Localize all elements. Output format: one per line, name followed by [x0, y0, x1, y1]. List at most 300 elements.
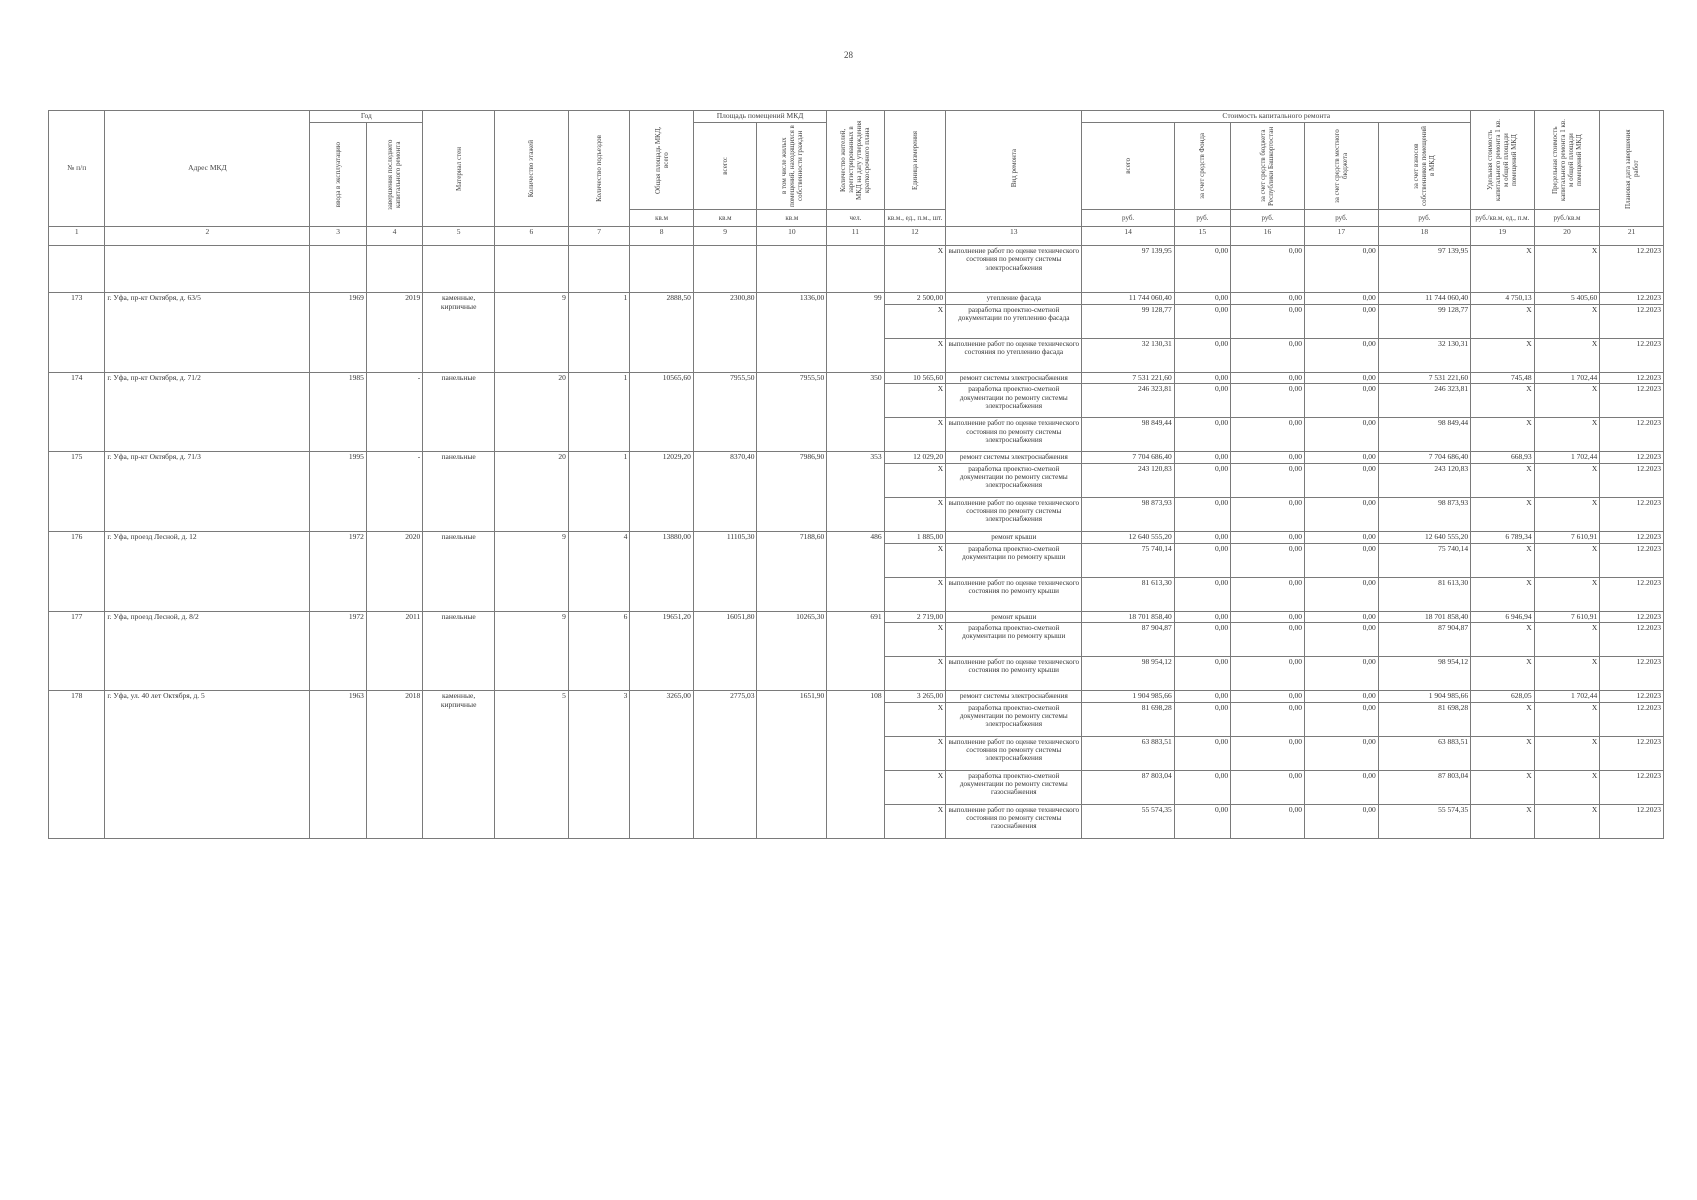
planned-date: 12.2023	[1600, 577, 1664, 611]
header-year-last-repair: завершения последнего капитального ремонта	[366, 123, 422, 227]
max-cost: X	[1534, 623, 1600, 657]
cost-fund: 0,00	[1174, 246, 1230, 293]
unit-residents: чел.	[827, 210, 884, 227]
header-repair-type: Вид ремонта	[946, 111, 1082, 227]
repair-type: выполнение работ по оценке технического состояния по ремонту системы электроснабжения	[946, 736, 1082, 770]
cost-fund: 0,00	[1174, 736, 1230, 770]
premises-residential: 7986,90	[757, 452, 827, 532]
specific-cost: 6 789,34	[1471, 531, 1535, 543]
planned-date: 12.2023	[1600, 623, 1664, 657]
unit-max-cost: руб./кв.м	[1534, 210, 1600, 227]
cost-fund: 0,00	[1174, 531, 1230, 543]
header-residents: Количество жителей, зарегистрированных в МКД на дату утверждения краткосрочного плана	[827, 111, 884, 210]
column-number: 4	[366, 227, 422, 246]
cost-fund: 0,00	[1174, 384, 1230, 418]
residents: 99	[827, 293, 884, 373]
unit-premises-all: кв.м	[693, 210, 757, 227]
empty-cell	[423, 246, 495, 293]
house-number: 173	[49, 293, 105, 373]
specific-cost: 745,48	[1471, 372, 1535, 384]
header-cost-rb: за счет средств бюджета Республики Башкортостан	[1231, 123, 1305, 210]
floors: 9	[495, 611, 569, 691]
repair-plan-table	[48, 110, 1664, 839]
unit-value: 1 885,00	[884, 531, 946, 543]
premises-residential: 7188,60	[757, 531, 827, 611]
max-cost: X	[1534, 577, 1600, 611]
cost-rb: 0,00	[1231, 543, 1305, 577]
column-number: 9	[693, 227, 757, 246]
cost-fund: 0,00	[1174, 418, 1230, 452]
unit-cost-owners: руб.	[1378, 210, 1470, 227]
planned-date: 12.2023	[1600, 418, 1664, 452]
max-cost: 7 610,91	[1534, 611, 1600, 623]
empty-cell	[310, 246, 366, 293]
cost-owners: 7 704 686,40	[1378, 452, 1470, 464]
premises-all: 11105,30	[693, 531, 757, 611]
column-number: 2	[105, 227, 310, 246]
cost-rb: 0,00	[1231, 611, 1305, 623]
cost-owners: 1 904 985,66	[1378, 691, 1470, 703]
total-area: 12029,20	[630, 452, 694, 532]
repair-type: выполнение работ по оценке технического состояния по ремонту системы электроснабжения	[946, 418, 1082, 452]
year-last-repair: 2019	[366, 293, 422, 373]
specific-cost: X	[1471, 418, 1535, 452]
entrances: 1	[568, 372, 630, 452]
cost-owners: 98 873,93	[1378, 497, 1470, 531]
cost-total: 99 128,77	[1082, 304, 1174, 338]
specific-cost: X	[1471, 463, 1535, 497]
cost-owners: 7 531 221,60	[1378, 372, 1470, 384]
planned-date: 12.2023	[1600, 246, 1664, 293]
repair-type: выполнение работ по оценке технического состояния по ремонту системы электроснабжения	[946, 497, 1082, 531]
unit-value: 2 719,00	[884, 611, 946, 623]
residents: 691	[827, 611, 884, 691]
cost-local: 0,00	[1304, 611, 1378, 623]
floors: 9	[495, 531, 569, 611]
residents: 350	[827, 372, 884, 452]
planned-date: 12.2023	[1600, 804, 1664, 838]
cost-local: 0,00	[1304, 246, 1378, 293]
premises-residential: 1651,90	[757, 691, 827, 839]
cost-fund: 0,00	[1174, 804, 1230, 838]
empty-cell	[366, 246, 422, 293]
year-last-repair: 2011	[366, 611, 422, 691]
year-last-repair: 2018	[366, 691, 422, 839]
cost-total: 63 883,51	[1082, 736, 1174, 770]
unit-value: 3 265,00	[884, 691, 946, 703]
cost-owners: 97 139,95	[1378, 246, 1470, 293]
table-row	[49, 372, 1664, 384]
repair-type: ремонт системы электроснабжения	[946, 691, 1082, 703]
table-row	[49, 611, 1664, 623]
cost-local: 0,00	[1304, 543, 1378, 577]
cost-rb: 0,00	[1231, 463, 1305, 497]
cost-fund: 0,00	[1174, 657, 1230, 691]
max-cost: 1 702,44	[1534, 452, 1600, 464]
specific-cost: X	[1471, 497, 1535, 531]
repair-type: разработка проектно-сметной документации по ремонту крыши	[946, 623, 1082, 657]
cost-fund: 0,00	[1174, 577, 1230, 611]
cost-fund: 0,00	[1174, 304, 1230, 338]
cost-fund: 0,00	[1174, 691, 1230, 703]
unit-value: X	[884, 497, 946, 531]
column-number: 11	[827, 227, 884, 246]
house-address: г. Уфа, ул. 40 лет Октября, д. 5	[105, 691, 310, 839]
cost-local: 0,00	[1304, 463, 1378, 497]
empty-cell	[827, 246, 884, 293]
house-address: г. Уфа, пр-кт Октября, д. 71/3	[105, 452, 310, 532]
cost-rb: 0,00	[1231, 372, 1305, 384]
premises-all: 8370,40	[693, 452, 757, 532]
house-number: 178	[49, 691, 105, 839]
planned-date: 12.2023	[1600, 384, 1664, 418]
table-row	[49, 293, 1664, 305]
cost-rb: 0,00	[1231, 246, 1305, 293]
year-commission: 1972	[310, 531, 366, 611]
unit-value: X	[884, 702, 946, 736]
header-year-commission: ввода в эксплуатацию	[310, 123, 366, 227]
cost-total: 246 323,81	[1082, 384, 1174, 418]
planned-date: 12.2023	[1600, 736, 1664, 770]
entrances: 4	[568, 531, 630, 611]
premises-all: 16051,80	[693, 611, 757, 691]
unit-cost-rb: руб.	[1231, 210, 1305, 227]
year-commission: 1985	[310, 372, 366, 452]
column-number: 10	[757, 227, 827, 246]
cost-fund: 0,00	[1174, 293, 1230, 305]
specific-cost: X	[1471, 736, 1535, 770]
unit-value: X	[884, 384, 946, 418]
house-number: 175	[49, 452, 105, 532]
cost-rb: 0,00	[1231, 497, 1305, 531]
header-cost-local: за счет средств местного бюджета	[1304, 123, 1378, 210]
unit-cost-local: руб.	[1304, 210, 1378, 227]
max-cost: X	[1534, 770, 1600, 804]
cost-owners: 87 803,04	[1378, 770, 1470, 804]
premises-residential: 7955,50	[757, 372, 827, 452]
unit-value: X	[884, 543, 946, 577]
house-address: г. Уфа, проезд Лесной, д. 8/2	[105, 611, 310, 691]
cost-total: 87 803,04	[1082, 770, 1174, 804]
cost-total: 98 954,12	[1082, 657, 1174, 691]
unit-cost-fund: руб.	[1174, 210, 1230, 227]
cost-local: 0,00	[1304, 531, 1378, 543]
column-number: 21	[1600, 227, 1664, 246]
residents: 486	[827, 531, 884, 611]
year-commission: 1972	[310, 611, 366, 691]
column-number: 5	[423, 227, 495, 246]
header-premises: Площадь помещений МКД	[693, 111, 826, 123]
cost-total: 75 740,14	[1082, 543, 1174, 577]
cost-total: 55 574,35	[1082, 804, 1174, 838]
unit-value: 2 500,00	[884, 293, 946, 305]
repair-type: разработка проектно-сметной документации по ремонту крыши	[946, 543, 1082, 577]
total-area: 13880,00	[630, 531, 694, 611]
cost-fund: 0,00	[1174, 497, 1230, 531]
header-num: № п/п	[49, 111, 105, 227]
repair-type: разработка проектно-сметной документации по ремонту системы газоснабжения	[946, 770, 1082, 804]
repair-type: разработка проектно-сметной документации по утеплению фасада	[946, 304, 1082, 338]
header-floors: Количество этажей	[495, 111, 569, 227]
max-cost: 5 405,60	[1534, 293, 1600, 305]
header-cost-total: всего	[1082, 123, 1174, 210]
max-cost: X	[1534, 384, 1600, 418]
column-number: 3	[310, 227, 366, 246]
cost-owners: 55 574,35	[1378, 804, 1470, 838]
unit-value: 12 029,20	[884, 452, 946, 464]
repair-type: разработка проектно-сметной документации по ремонту системы электроснабжения	[946, 702, 1082, 736]
cost-total: 32 130,31	[1082, 338, 1174, 372]
unit-premises-residential: кв.м	[757, 210, 827, 227]
header-cost-fund: за счет средств Фонда	[1174, 123, 1230, 210]
cost-rb: 0,00	[1231, 338, 1305, 372]
cost-owners: 246 323,81	[1378, 384, 1470, 418]
wall-material: панельные	[423, 372, 495, 452]
max-cost: X	[1534, 246, 1600, 293]
max-cost: X	[1534, 463, 1600, 497]
unit-cost-total: руб.	[1082, 210, 1174, 227]
repair-type: ремонт системы электроснабжения	[946, 372, 1082, 384]
cost-total: 81 613,30	[1082, 577, 1174, 611]
planned-date: 12.2023	[1600, 611, 1664, 623]
unit-value: X	[884, 577, 946, 611]
table-row	[49, 452, 1664, 464]
cost-local: 0,00	[1304, 384, 1378, 418]
planned-date: 12.2023	[1600, 338, 1664, 372]
repair-type: ремонт системы электроснабжения	[946, 452, 1082, 464]
cost-fund: 0,00	[1174, 463, 1230, 497]
column-number: 6	[495, 227, 569, 246]
planned-date: 12.2023	[1600, 657, 1664, 691]
cost-total: 97 139,95	[1082, 246, 1174, 293]
cost-owners: 81 613,30	[1378, 577, 1470, 611]
wall-material: панельные	[423, 452, 495, 532]
unit-specific-cost: руб./кв.м, ед., п.м.	[1471, 210, 1535, 227]
column-number: 8	[630, 227, 694, 246]
cost-local: 0,00	[1304, 770, 1378, 804]
repair-type: ремонт крыши	[946, 531, 1082, 543]
planned-date: 12.2023	[1600, 543, 1664, 577]
unit-value: X	[884, 418, 946, 452]
max-cost: X	[1534, 702, 1600, 736]
unit-measure: кв.м., ед., п.м., шт.	[884, 210, 946, 227]
cost-owners: 11 744 060,40	[1378, 293, 1470, 305]
planned-date: 12.2023	[1600, 372, 1664, 384]
wall-material: панельные	[423, 611, 495, 691]
cost-owners: 75 740,14	[1378, 543, 1470, 577]
cost-total: 81 698,28	[1082, 702, 1174, 736]
max-cost: 7 610,91	[1534, 531, 1600, 543]
house-address: г. Уфа, проезд Лесной, д. 12	[105, 531, 310, 611]
cost-owners: 81 698,28	[1378, 702, 1470, 736]
cost-total: 98 873,93	[1082, 497, 1174, 531]
cost-total: 18 701 858,40	[1082, 611, 1174, 623]
total-area: 2888,50	[630, 293, 694, 373]
column-number: 12	[884, 227, 946, 246]
unit-value: X	[884, 804, 946, 838]
repair-type: разработка проектно-сметной документации по ремонту системы электроснабжения	[946, 463, 1082, 497]
cost-fund: 0,00	[1174, 372, 1230, 384]
unit-value: 10 565,60	[884, 372, 946, 384]
house-number: 174	[49, 372, 105, 452]
house-address: г. Уфа, пр-кт Октября, д. 71/2	[105, 372, 310, 452]
cost-owners: 18 701 858,40	[1378, 611, 1470, 623]
column-numbers-row	[49, 227, 1664, 246]
max-cost: X	[1534, 304, 1600, 338]
planned-date: 12.2023	[1600, 304, 1664, 338]
cost-rb: 0,00	[1231, 691, 1305, 703]
year-last-repair: -	[366, 372, 422, 452]
planned-date: 12.2023	[1600, 770, 1664, 804]
repair-type: выполнение работ по оценке технического состояния по ремонту крыши	[946, 657, 1082, 691]
specific-cost: X	[1471, 304, 1535, 338]
premises-residential: 10265,30	[757, 611, 827, 691]
column-number: 16	[1231, 227, 1305, 246]
max-cost: X	[1534, 736, 1600, 770]
entrances: 3	[568, 691, 630, 839]
house-number: 176	[49, 531, 105, 611]
repair-type: выполнение работ по оценке технического состояния по ремонту системы газоснабжения	[946, 804, 1082, 838]
planned-date: 12.2023	[1600, 531, 1664, 543]
column-number: 20	[1534, 227, 1600, 246]
unit-value: X	[884, 304, 946, 338]
cost-local: 0,00	[1304, 293, 1378, 305]
repair-type: выполнение работ по оценке технического состояния по ремонту системы электроснабжения	[946, 246, 1082, 293]
specific-cost: X	[1471, 246, 1535, 293]
column-number: 19	[1471, 227, 1535, 246]
header-premises-residential: в том числе жилых помещений, находящихся в собственности граждан	[757, 123, 827, 210]
wall-material: панельные	[423, 531, 495, 611]
cost-owners: 32 130,31	[1378, 338, 1470, 372]
specific-cost: X	[1471, 338, 1535, 372]
specific-cost: X	[1471, 577, 1535, 611]
max-cost: X	[1534, 418, 1600, 452]
cost-owners: 99 128,77	[1378, 304, 1470, 338]
floors: 9	[495, 293, 569, 373]
residents: 353	[827, 452, 884, 532]
repair-type: ремонт крыши	[946, 611, 1082, 623]
empty-cell	[105, 246, 310, 293]
premises-all: 2300,80	[693, 293, 757, 373]
floors: 5	[495, 691, 569, 839]
empty-cell	[568, 246, 630, 293]
header-specific-cost: Удельная стоимость капитального ремонта 1 кв. м общей площади помещений МКД	[1471, 111, 1535, 210]
unit-value: X	[884, 657, 946, 691]
cost-total: 7 531 221,60	[1082, 372, 1174, 384]
unit-value: X	[884, 338, 946, 372]
cost-local: 0,00	[1304, 418, 1378, 452]
max-cost: 1 702,44	[1534, 372, 1600, 384]
column-number: 14	[1082, 227, 1174, 246]
table-row	[49, 531, 1664, 543]
header-cost-owners: за счет взносов собственников помещений в МКД	[1378, 123, 1470, 210]
specific-cost: 6 946,94	[1471, 611, 1535, 623]
cost-local: 0,00	[1304, 372, 1378, 384]
max-cost: 1 702,44	[1534, 691, 1600, 703]
year-commission: 1969	[310, 293, 366, 373]
column-number: 1	[49, 227, 105, 246]
floors: 20	[495, 372, 569, 452]
planned-date: 12.2023	[1600, 497, 1664, 531]
cost-rb: 0,00	[1231, 702, 1305, 736]
repair-type: разработка проектно-сметной документации по ремонту системы электроснабжения	[946, 384, 1082, 418]
cost-total: 243 120,83	[1082, 463, 1174, 497]
residents: 108	[827, 691, 884, 839]
cost-owners: 12 640 555,20	[1378, 531, 1470, 543]
cost-rb: 0,00	[1231, 384, 1305, 418]
cost-total: 87 904,87	[1082, 623, 1174, 657]
table-header	[49, 111, 1664, 227]
cost-local: 0,00	[1304, 702, 1378, 736]
cost-fund: 0,00	[1174, 702, 1230, 736]
repair-type: выполнение работ по оценке технического состояния по утеплению фасада	[946, 338, 1082, 372]
cost-total: 7 704 686,40	[1082, 452, 1174, 464]
empty-cell	[693, 246, 757, 293]
house-address: г. Уфа, пр-кт Октября, д. 63/5	[105, 293, 310, 373]
year-commission: 1963	[310, 691, 366, 839]
cost-fund: 0,00	[1174, 770, 1230, 804]
entrances: 1	[568, 452, 630, 532]
column-number: 17	[1304, 227, 1378, 246]
cost-rb: 0,00	[1231, 657, 1305, 691]
cost-fund: 0,00	[1174, 452, 1230, 464]
house-number: 177	[49, 611, 105, 691]
total-area: 10565,60	[630, 372, 694, 452]
wall-material: каменные, кирпичные	[423, 691, 495, 839]
cost-local: 0,00	[1304, 736, 1378, 770]
cost-local: 0,00	[1304, 304, 1378, 338]
empty-cell	[630, 246, 694, 293]
year-last-repair: 2020	[366, 531, 422, 611]
max-cost: X	[1534, 804, 1600, 838]
repair-type: утепление фасада	[946, 293, 1082, 305]
cost-total: 1 904 985,66	[1082, 691, 1174, 703]
premises-all: 2775,03	[693, 691, 757, 839]
table-row	[49, 691, 1664, 703]
specific-cost: 4 750,13	[1471, 293, 1535, 305]
max-cost: X	[1534, 338, 1600, 372]
cost-rb: 0,00	[1231, 623, 1305, 657]
cost-fund: 0,00	[1174, 623, 1230, 657]
cost-fund: 0,00	[1174, 543, 1230, 577]
total-area: 19651,20	[630, 611, 694, 691]
header-year: Год	[310, 111, 423, 123]
specific-cost: X	[1471, 384, 1535, 418]
column-number: 7	[568, 227, 630, 246]
cost-owners: 98 954,12	[1378, 657, 1470, 691]
cost-local: 0,00	[1304, 691, 1378, 703]
cost-local: 0,00	[1304, 804, 1378, 838]
header-entrances: Количество подъездов	[568, 111, 630, 227]
planned-date: 12.2023	[1600, 452, 1664, 464]
specific-cost: X	[1471, 657, 1535, 691]
floors: 20	[495, 452, 569, 532]
cost-owners: 243 120,83	[1378, 463, 1470, 497]
header-planned-date: Плановая дата завершения работ	[1600, 111, 1664, 227]
unit-value: X	[884, 770, 946, 804]
year-last-repair: -	[366, 452, 422, 532]
column-number: 13	[946, 227, 1082, 246]
cost-fund: 0,00	[1174, 611, 1230, 623]
specific-cost: X	[1471, 543, 1535, 577]
planned-date: 12.2023	[1600, 293, 1664, 305]
premises-residential: 1336,00	[757, 293, 827, 373]
cost-rb: 0,00	[1231, 531, 1305, 543]
unit-value: X	[884, 463, 946, 497]
cost-local: 0,00	[1304, 452, 1378, 464]
cost-total: 11 744 060,40	[1082, 293, 1174, 305]
year-commission: 1995	[310, 452, 366, 532]
